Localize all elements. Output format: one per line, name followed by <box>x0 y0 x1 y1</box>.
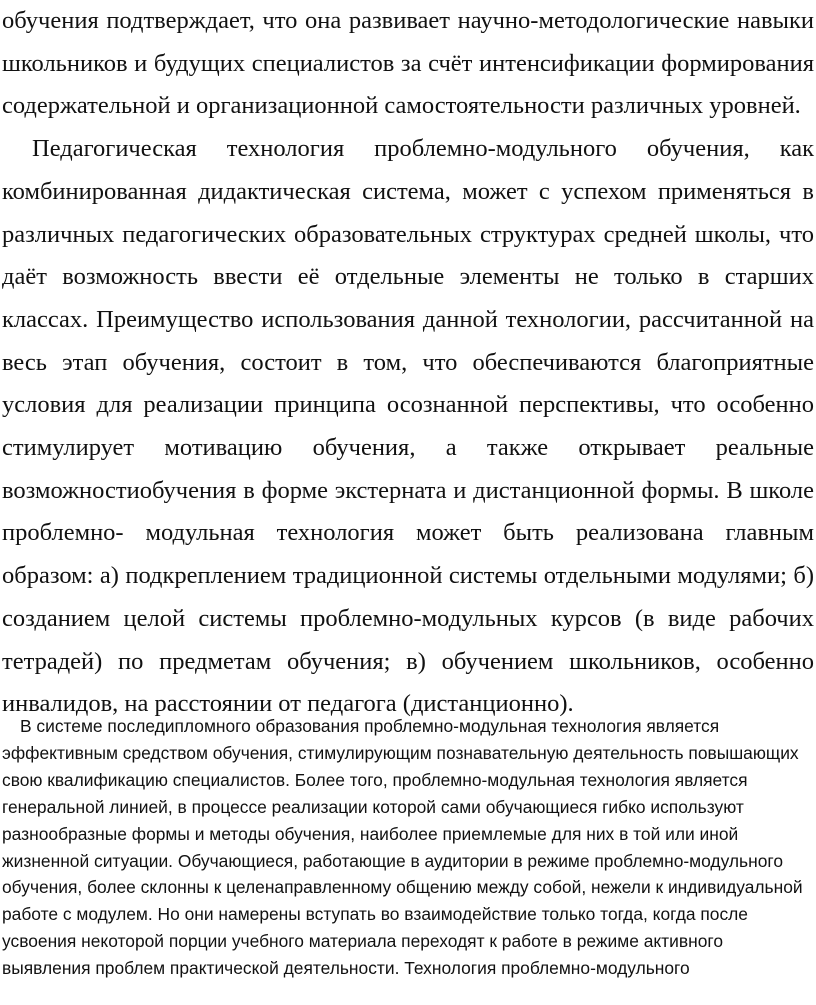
main-text-block <box>2 0 814 726</box>
paragraph-continuation: обучения подтверждает, что она развивает научно-методологические навыки школьников и будущих специалистов за счёт интенсификации формирования содержательной и организационной самостоятельности различных уровней. <box>2 7 814 120</box>
paragraph-problem-modular-technology: Педагогическая технология проблемно-модульного обучения, как комбинированная дидактическая система, может с успехом применяться в различных педагогических образовательных структурах средней школы, что даёт возможность ввести её отдельные элементы не только в старших классах. Преимущество использования данной технологии, рассчитанной на весь этап обучения, состоит в том, что обеспечиваются благоприятные условия для реализации принципа осознанной перспективы, что особенно стимулирует мотивацию обучения, а также открывает реальные возможностиобучения в форме экстерната и дистанционной формы. В школе проблемно- модульная технология может быть реализована главным образом: а) подкреплением традиционной системы отдельными модулями; б) созданием целой системы проблемно-модульных курсов (в виде рабочих тетрадей) по предметам обучения; в) обучением школьников, особенно инвалидов, на расстоянии от педагога (дистанционно). <box>2 135 814 718</box>
postgraduate-text-block <box>2 713 810 982</box>
paragraph-postgraduate-education: В системе последипломного образования проблемно-модульная технология является эффективным средством обучения, стимулирующим познавательную деятельность повышающих свою квалификацию специалистов. Более того, проблемно-модульная технология является генеральной линией, в процессе реализации которой сами обучающиеся гибко используют разнообразные формы и методы обучения, наиболее приемлемые для них в той или иной жизненной ситуации. Обучающиеся, работающие в аудитории в режиме проблемно-модульного обучения, более склонны к целенаправленному общению между собой, нежели к индивидуальной работе с модулем. Но они намерены вступать во взаимодействие только тогда, когда после усвоения некоторой порции учебного материала переходят к работе в режиме активного выявления проблем практической деятельности. Технология проблемно-модульного <box>2 716 803 979</box>
